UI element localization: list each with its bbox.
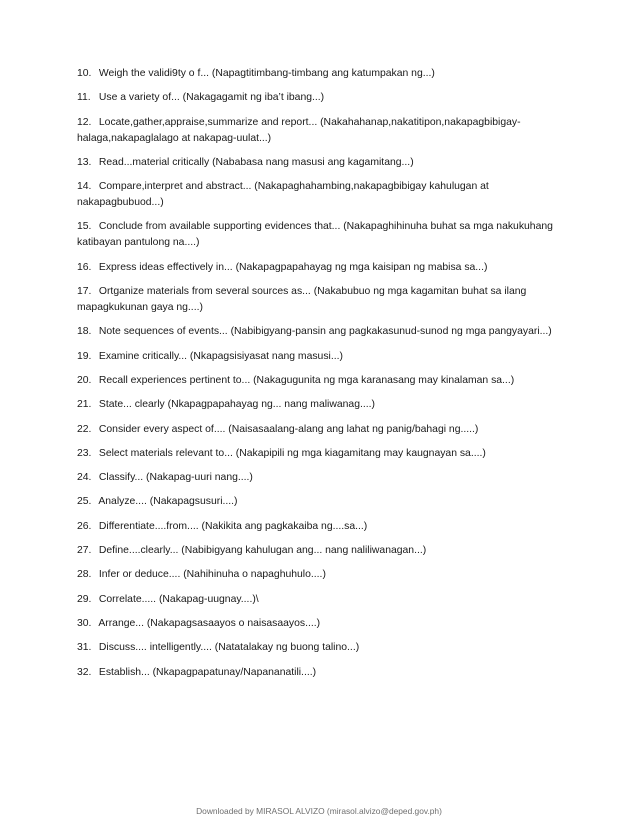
item-text: Discuss.... intelligently.... (Natatalakay ng buong talino...) — [98, 642, 360, 654]
item-text: Arrange... (Nakapagsasaayos o naisasaayos....) — [98, 617, 321, 629]
item-text: Weigh the validi9ty o f... (Napagtitimbang-timbang ang katumpakan ng...) — [98, 68, 435, 79]
item-text: Correlate..... (Nakapag-uugnay....)\ — [98, 593, 259, 605]
item-text: Analyze.... (Nakapagsusuri....) — [98, 496, 238, 508]
list-item — [77, 422, 567, 438]
item-text: Use a variety of... (Nakagagamit ng iba’t ibang...) — [98, 92, 325, 104]
list-item — [77, 90, 567, 106]
item-number: 23. — [77, 447, 92, 459]
item-number: 22. — [77, 423, 92, 435]
item-number: 10. — [77, 68, 92, 79]
item-text: Examine critically... (Nkapagsisiyasat nang masusi...) — [98, 350, 343, 362]
list-item — [77, 519, 567, 535]
item-number: 29. — [77, 593, 92, 605]
list-item — [77, 324, 567, 340]
list-item — [77, 284, 567, 316]
list-item — [77, 592, 567, 608]
item-text: State... clearly (Nkapagpapahayag ng... nang maliwanag....) — [98, 399, 375, 411]
item-number: 24. — [77, 472, 92, 484]
item-number: 27. — [77, 545, 92, 557]
item-number: 11. — [77, 92, 91, 104]
item-text: Differentiate....from.... (Nakikita ang pagkakaiba ng....sa...) — [98, 520, 368, 532]
list-item — [77, 260, 567, 276]
list-item — [77, 446, 567, 462]
item-number: 15. — [77, 221, 92, 233]
list-item — [77, 349, 567, 365]
item-text: Conclude from available supporting evidences that... (Nakapaghihinuha buhat sa mga nakukuhang katibayan pantulong na....) — [77, 221, 553, 249]
item-text: Note sequences of events... (Nabibigyang-pansin ang pagkakasunud-sunod ng mga pangyayari...) — [98, 326, 552, 338]
item-number: 20. — [77, 374, 92, 386]
item-text: Ortganize materials from several sources as... (Nakabubuo ng mga kagamitan buhat sa ilang mapagkukunan gaya ng....) — [77, 286, 527, 314]
item-number: 28. — [77, 569, 92, 581]
item-number: 21. — [77, 399, 92, 411]
list-item — [77, 543, 567, 559]
list-item — [77, 179, 567, 211]
item-text: Infer or deduce.... (Nahihinuha o napaghuhulo....) — [98, 569, 326, 581]
item-number: 31. — [77, 642, 92, 654]
list-item — [77, 616, 567, 632]
item-text: Consider every aspect of.... (Naisasaalang-alang ang lahat ng panig/bahagi ng.....) — [98, 423, 479, 435]
list-item — [77, 640, 567, 656]
list-item — [77, 470, 567, 486]
item-number: 14. — [77, 181, 92, 193]
list-item — [77, 115, 567, 147]
item-number: 25. — [77, 496, 92, 508]
list-item — [77, 66, 567, 82]
list-item — [77, 494, 567, 510]
item-number: 17. — [77, 286, 92, 298]
list-item — [77, 665, 567, 681]
item-text: Compare,interpret and abstract... (Nakapaghahambing,nakapagbibigay kahulugan at nakapagbubuod...) — [77, 181, 489, 209]
list-item — [77, 567, 567, 583]
list-item — [77, 155, 567, 171]
item-number: 26. — [77, 520, 92, 532]
item-text: Classify... (Nakapag-uuri nang....) — [98, 472, 253, 484]
objectives-list — [77, 66, 567, 689]
item-number: 13. — [77, 156, 92, 168]
download-footer: Downloaded by MIRASOL ALVIZO (mirasol.alvizo@deped.gov.ph) — [196, 806, 442, 816]
item-number: 16. — [77, 261, 92, 273]
item-number: 30. — [77, 617, 92, 629]
list-item — [77, 373, 567, 389]
list-item — [77, 219, 567, 251]
item-number: 19. — [77, 350, 92, 362]
item-number: 32. — [77, 666, 92, 678]
item-text: Read...material critically (Nababasa nang masusi ang kagamitang...) — [98, 156, 414, 168]
item-text: Select materials relevant to... (Nakapipili ng mga kiagamitang may kaugnayan sa....) — [98, 447, 486, 459]
item-text: Establish... (Nkapagpapatunay/Napananatili....) — [98, 666, 317, 678]
item-number: 18. — [77, 326, 92, 338]
item-number: 12. — [77, 116, 92, 128]
list-item — [77, 397, 567, 413]
item-text: Express ideas effectively in... (Nakapagpapahayag ng mga kaisipan ng mabisa sa...) — [98, 261, 488, 273]
item-text: Locate,gather,appraise,summarize and report... (Nakahahanap,nakatitipon,nakapagbibigay-halaga,nakapaglalago at nakapag-uulat...) — [77, 116, 521, 144]
item-text: Recall experiences pertinent to... (Nakagugunita ng mga karanasang may kinalaman sa...) — [98, 374, 515, 386]
item-text: Define....clearly... (Nabibigyang kahulugan ang... nang naliliwanagan...) — [98, 545, 427, 557]
